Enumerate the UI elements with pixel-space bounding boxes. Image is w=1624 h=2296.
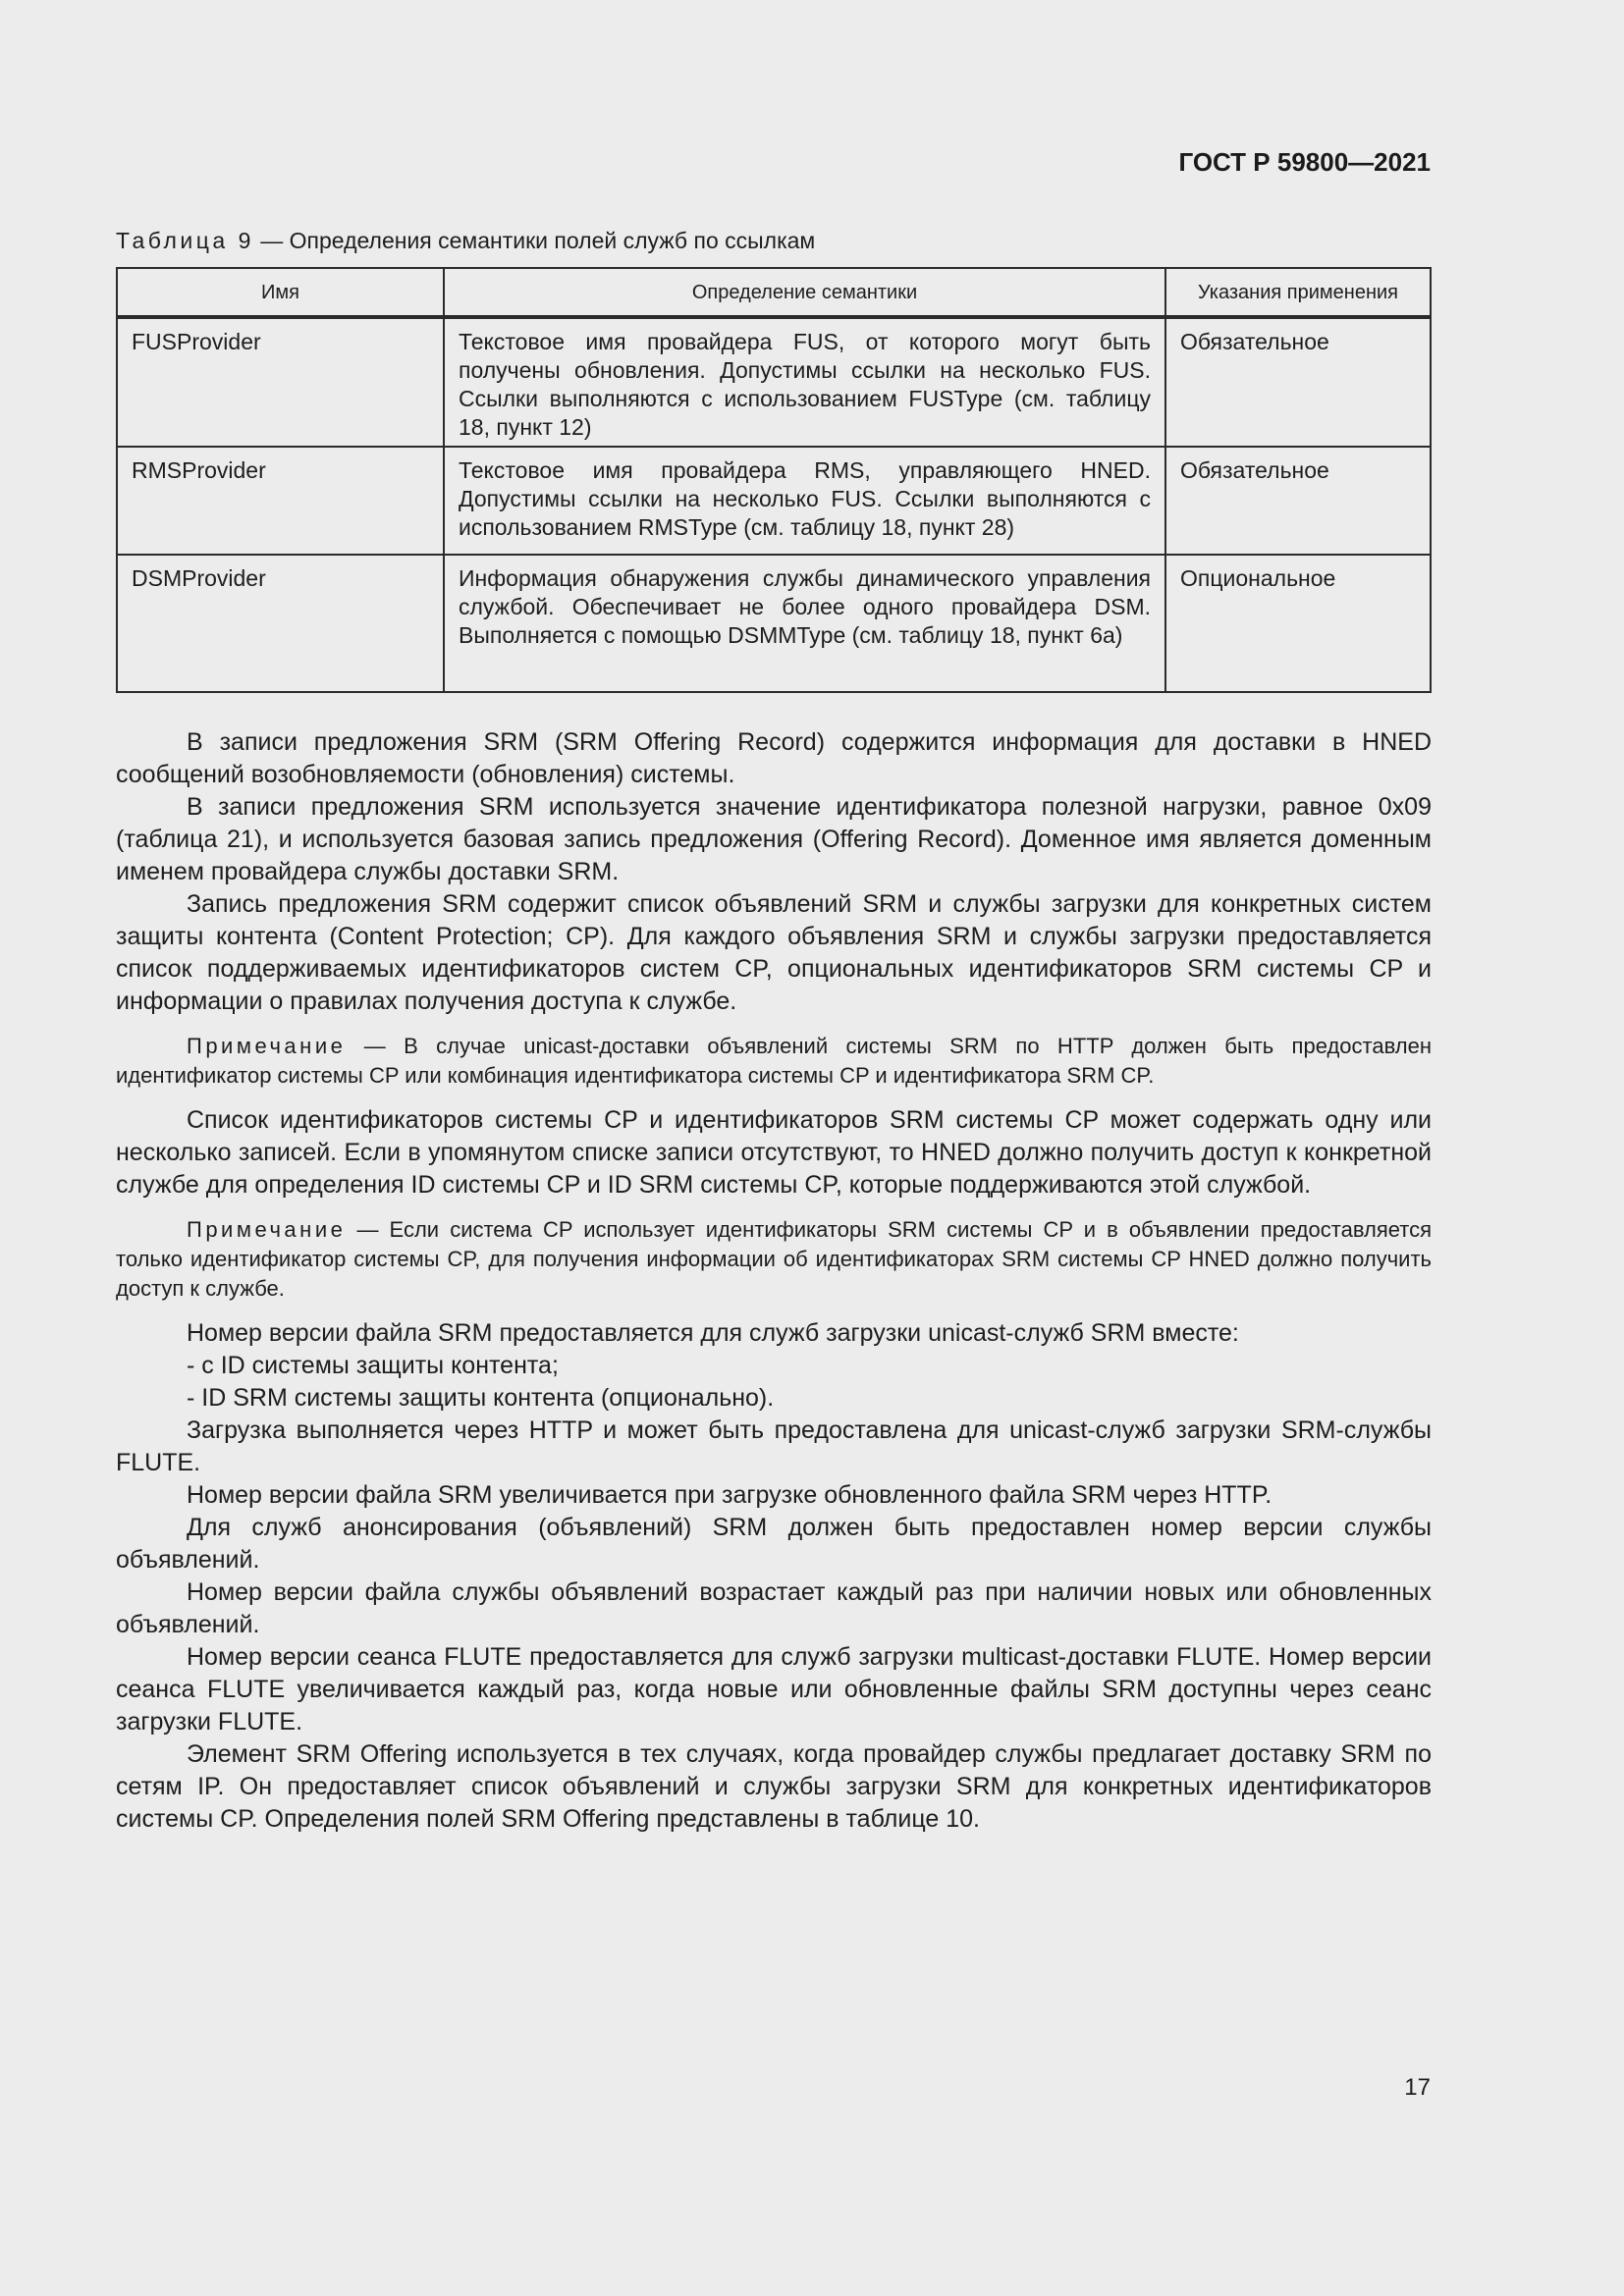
- cell-usage: Опциональное: [1165, 555, 1431, 692]
- cell-name: DSMProvider: [117, 555, 444, 692]
- paragraph: Загрузка выполняется через HTTP и может быть предоставлена для unicast-служб загрузки SRM-службы FLUTE.: [116, 1416, 1432, 1476]
- table-row: [117, 317, 1431, 447]
- note-text: — В случае unicast-доставки объявлений системы SRM по HTTP должен быть предоставлен идентификатор системы CP или комбинация идентификатора системы CP и идентификатора SRM CP.: [116, 1034, 1432, 1088]
- semantics-table: [116, 267, 1432, 693]
- paragraph: В записи предложения SRM (SRM Offering Record) содержится информация для доставки в HNED сообщений возобновляемости (обновления) системы.: [116, 728, 1432, 788]
- page-number: 17: [1404, 2074, 1431, 2101]
- cell-definition: Текстовое имя провайдера RMS, управляющего HNED. Допустимы ссылки на несколько FUS. Ссылки выполняются с использованием RMSType (см. таблицу 18, пункт 28): [444, 447, 1165, 555]
- note-text: — Если система CP использует идентификаторы SRM системы CP и в объявлении предоставляется только идентификатор системы CP, для получения информации об идентификаторах SRM системы CP HNED должно получить доступ к службе.: [116, 1217, 1432, 1301]
- table-caption-title: — Определения семантики полей служб по ссылкам: [260, 228, 816, 253]
- paragraph: В записи предложения SRM используется значение идентификатора полезной нагрузки, равное 0x09 (таблица 21), и используется базовая запись предложения (Offering Record). Доменное имя является доменным именем провайдера службы доставки SRM.: [116, 793, 1432, 885]
- paragraph: Номер версии файла SRM предоставляется для служб загрузки unicast-служб SRM вместе:: [187, 1319, 1239, 1347]
- paragraph: Для служб анонсирования (объявлений) SRM должен быть предоставлен номер версии службы объявлений.: [116, 1514, 1432, 1574]
- note: [116, 1032, 1432, 1091]
- cell-name: FUSProvider: [117, 317, 444, 447]
- paragraph: Запись предложения SRM содержит список объявлений SRM и службы загрузки для конкретных систем защиты контента (Content Protection; CP). Для каждого объявления SRM и службы загрузки предоставляется список поддерживаемых идентификаторов систем CP, опциональных идентификаторов SRM системы CP и информации о правилах получения доступа к службе.: [116, 890, 1432, 1015]
- cell-usage: Обязательное: [1165, 447, 1431, 555]
- paragraph: Список идентификаторов системы CP и идентификаторов SRM системы CP может содержать одну или несколько записей. Если в упомянутом списке записи отсутствуют, то HNED должно получить доступ к конкретной службе для определения ID системы CP и ID SRM системы CP, которые поддерживаются этой службой.: [116, 1106, 1432, 1199]
- paragraph: Номер версии файла службы объявлений возрастает каждый раз при наличии новых или обновленных объявлений.: [116, 1578, 1432, 1638]
- cell-definition: Информация обнаружения службы динамического управления службой. Обеспечивает не более одного провайдера DSM. Выполняется с помощью DSMMType (см. таблицу 18, пункт 6а): [444, 555, 1165, 692]
- cell-usage: Обязательное: [1165, 317, 1431, 447]
- cell-name: RMSProvider: [117, 447, 444, 555]
- note-label: Примечание: [187, 1034, 347, 1058]
- list-item: - с ID системы защиты контента;: [187, 1352, 559, 1379]
- cell-definition: Текстовое имя провайдера FUS, от которого могут быть получены обновления. Допустимы ссылки на несколько FUS. Ссылки выполняются с использованием FUSType (см. таблицу 18, пункт 12): [444, 317, 1165, 447]
- table-row: [117, 555, 1431, 692]
- table-row: [117, 447, 1431, 555]
- document-id: ГОСТ Р 59800—2021: [1178, 147, 1431, 177]
- body-text: [116, 726, 1432, 1836]
- table-header-row: [117, 268, 1431, 317]
- paragraph: Элемент SRM Offering используется в тех случаях, когда провайдер службы предлагает доставку SRM по сетям IP. Он предоставляет список объявлений и службы загрузки SRM для конкретных идентификаторов системы CP. Определения полей SRM Offering представлены в таблице 10.: [116, 1740, 1432, 1833]
- column-header-name: Имя: [117, 268, 444, 317]
- table-caption: [116, 228, 815, 254]
- list-item: - ID SRM системы защиты контента (опционально).: [187, 1384, 775, 1412]
- note: [116, 1215, 1432, 1304]
- paragraph: Номер версии файла SRM увеличивается при загрузке обновленного файла SRM через HTTP.: [187, 1481, 1272, 1509]
- column-header-definition: Определение семантики: [444, 268, 1165, 317]
- paragraph: Номер версии сеанса FLUTE предоставляется для служб загрузки multicast-доставки FLUTE. Номер версии сеанса FLUTE увеличивается каждый раз, когда новые или обновленные файлы SRM доступны через сеанс загрузки FLUTE.: [116, 1643, 1432, 1735]
- note-label: Примечание: [187, 1217, 347, 1242]
- table-caption-label: Таблица 9: [116, 228, 254, 253]
- column-header-usage: Указания применения: [1165, 268, 1431, 317]
